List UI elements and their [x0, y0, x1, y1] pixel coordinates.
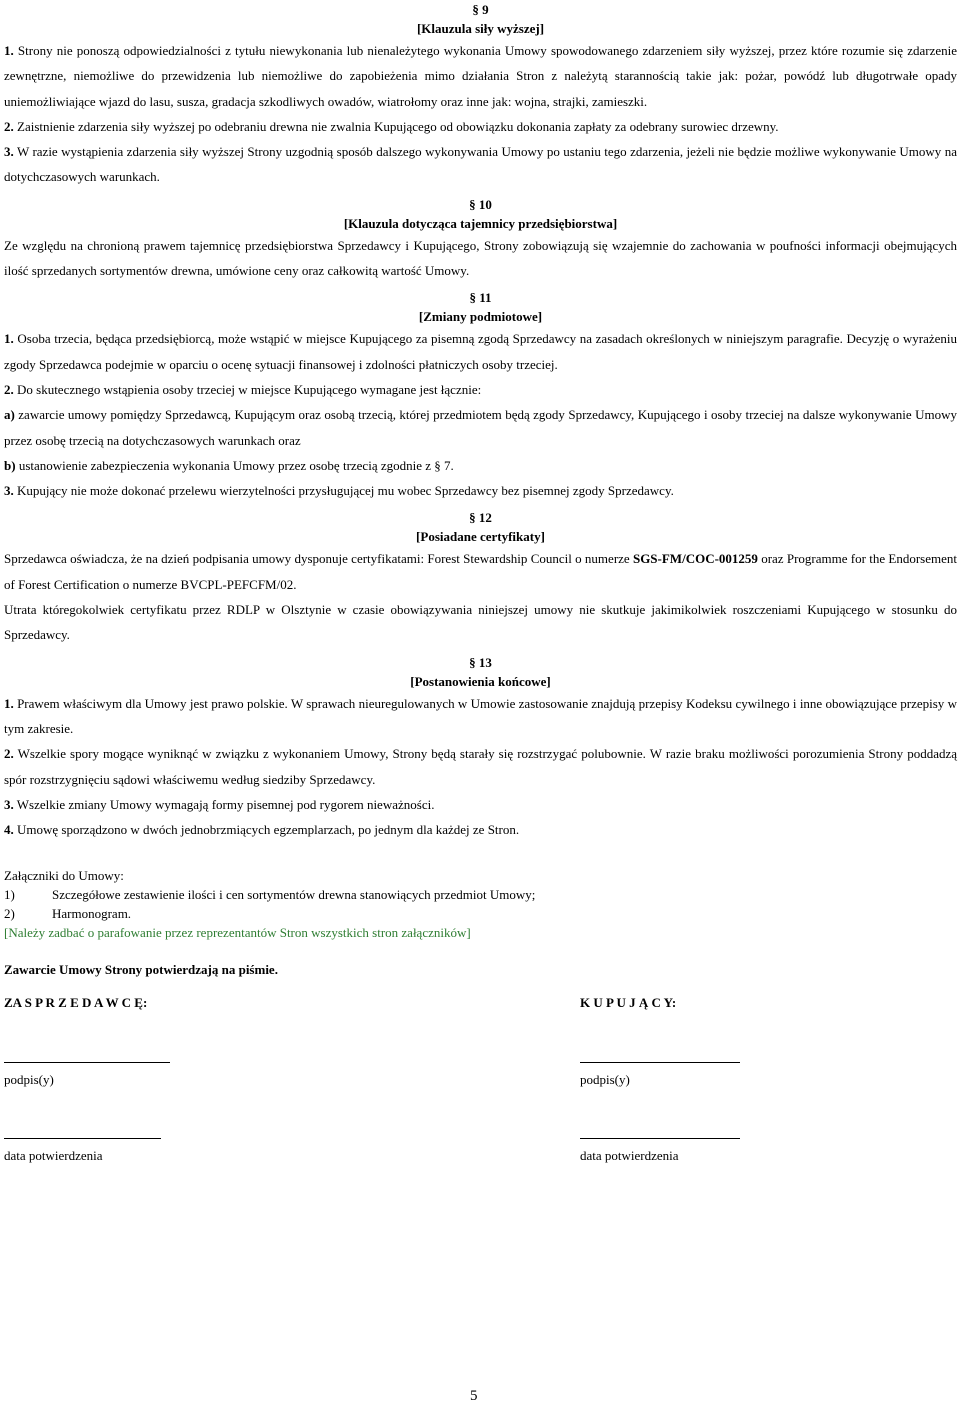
section-9-header	[4, 0, 957, 38]
paragraph: 3. Wszelkie zmiany Umowy wymagają formy pisemnej pod rygorem nieważności.	[4, 796, 435, 812]
section-title: [Postanowienia końcowe]	[410, 673, 551, 689]
seller-signature-label: podpis(y)	[4, 1072, 54, 1087]
section-number: § 12	[469, 510, 492, 526]
section-number: § 10	[469, 196, 492, 212]
buyer-signature-line	[580, 1062, 740, 1063]
section-title: [Klauzula siły wyższej]	[416, 21, 545, 36]
section-10-header	[4, 195, 957, 233]
closing-statement: Zawarcie Umowy Strony potwierdzają na piśmie.	[4, 962, 278, 978]
paragraph: 3. W razie wystąpienia zdarzenia siły wyższej Strony uzgodnią sposób dalszego wykonywania Umowy po ustaniu tego zdarzenia, jeżeli nie będzie możliwe wykonywanie Umowy na dotychczasowych warunkach.	[4, 144, 958, 185]
section-number: § 9	[472, 2, 489, 17]
certificate-code: SGS-FM/COC-001259	[632, 551, 758, 567]
paragraph: a) zawarcie umowy pomiędzy Sprzedawcą, Kupującym oraz osobą trzecią, której przedmiotem będą zgody Sprzedawcy, Kupującego i osoby trzeciej na dalsze wykonywanie Umowy przez osobę trzecią na dotychczasowych warunkach oraz	[4, 407, 958, 448]
seller-signature-line	[4, 1062, 170, 1063]
paragraph: Ze względu na chronioną prawem tajemnicę przedsiębiorstwa Sprzedawcy i Kupującego, Strony zobowiązują się wzajemnie do zachowania w poufności informacji obejmujących ilość sprzedanych sortymentów drewna, umówione ceny oraz całkowitą wartość Umowy.	[4, 237, 957, 279]
buyer-date-label: data potwierdzenia	[580, 1148, 679, 1163]
section-number: § 13	[469, 654, 492, 670]
paragraph: 2. Wszelkie spory mogące wyniknąć w związku z wykonaniem Umowy, Strony będą starały się rozstrzygać polubownie. W razie braku możliwości porozumienia Strony poddadzą spór rozstrzygnięciu sądowi właściwemu według siedziby Sprzedawcy.	[4, 746, 958, 787]
paragraph: 4. Umowę sporządzono w dwóch jednobrzmiących egzemplarzach, po jednym dla każdej ze Stron.	[4, 822, 520, 838]
paragraph: 3. Kupujący nie może dokonać przelewu wierzytelności przysługującej mu wobec Sprzedawcy bez pisemnej zgody Sprzedawcy.	[4, 483, 674, 499]
section-number: § 11	[469, 290, 492, 306]
paragraph: 1. Osoba trzecia, będąca przedsiębiorcą, może wstąpić w miejsce Kupującego za pisemną zgodą Sprzedawcy na zasadach określonych w niniejszym paragrafie. Decyzję o wyrażeniu zgody Sprzedawca podejmie w oparciu o ocenę sytuacji finansowej i zdolności płatniczych osoby trzeciej.	[4, 331, 957, 372]
paragraph: Sprzedawca oświadcza, że na dzień podpisania umowy dysponuje certyfikatami: Forest Stewardship Council o numerze SGS-FM/COC-001259 oraz Programme for the Endorsement of Forest Certification o numerze BVCPL-PEFCFM/02.	[4, 551, 957, 592]
section-13-header	[4, 653, 957, 691]
section-title: [Zmiany podmiotowe]	[418, 309, 543, 325]
paragraph: 2. Do skutecznego wstąpienia osoby trzeciej w miejsce Kupującego wymagane jest łącznie:	[4, 381, 482, 397]
section-11-header	[4, 288, 957, 326]
paragraph: 1. Prawem właściwym dla Umowy jest prawo polskie. W sprawach nieuregulowanych w Umowie zastosowanie znajdują przepisy Kodeksu cywilnego i inne obowiązujące przepisy w tym zakresie.	[4, 695, 957, 736]
paragraph: 2. Zaistnienie zdarzenia siły wyższej po odebraniu drewna nie zwalnia Kupującego od obowiązku dokonania zapłaty za odebrany surowiec drzewny.	[4, 118, 779, 134]
document-page	[4, 0, 957, 979]
buyer-date-line	[580, 1138, 740, 1139]
buyer-label: K U P U J Ą C Y:	[580, 995, 677, 1010]
seller-label: ZA S P R Z E D A W C Ę:	[4, 995, 148, 1010]
attachments-heading: Załączniki do Umowy:	[4, 868, 124, 884]
attachment-item: 1) Szczegółowe zestawienie ilości i cen sortymentów drewna stanowiących przedmiot Umowy;	[4, 887, 536, 903]
attachment-item: 2) Harmonogram.	[4, 906, 132, 922]
attachments-block	[4, 866, 957, 942]
buyer-signature-label: podpis(y)	[580, 1072, 630, 1087]
seller-date-label: data potwierdzenia	[4, 1148, 103, 1163]
paragraph: 1. Strony nie ponoszą odpowiedzialności z tytułu niewykonania lub nienależytego wykonania Umowy spowodowanego zdarzeniem siły wyższej, przez które rozumie się zdarzenie zewnętrzne, niemożliwe do przewidzenia lub niemożliwe do zapobieżenia mimo działania Stron z należytą starannością takie jak: pożar, powódź lub długotrwałe opady uniemożliwiające wjazd do lasu, susza, gradacja szkodliwych owadów, wiatrołomy oraz inne jak: wojna, strajki, zamieszki.	[4, 43, 958, 109]
attachments-note: [Należy zadbać o parafowanie przez reprezentantów Stron wszystkich stron załączników]	[4, 925, 471, 941]
section-title: [Posiadane certyfikaty]	[416, 529, 545, 545]
paragraph: Utrata któregokolwiek certyfikatu przez RDLP w Olsztynie w czasie obowiązywania niniejszej umowy nie skutkuje jakimikolwiek roszczeniami Kupującego w stosunku do Sprzedawcy.	[4, 602, 957, 643]
paragraph: b) ustanowienie zabezpieczenia wykonania Umowy przez osobę trzecią zgodnie z § 7.	[4, 457, 454, 473]
section-title: [Klauzula dotycząca tajemnicy przedsiębiorstwa]	[343, 215, 618, 231]
section-12-header	[4, 508, 957, 546]
seller-date-line	[4, 1138, 161, 1139]
page-number: 5	[470, 1388, 478, 1404]
